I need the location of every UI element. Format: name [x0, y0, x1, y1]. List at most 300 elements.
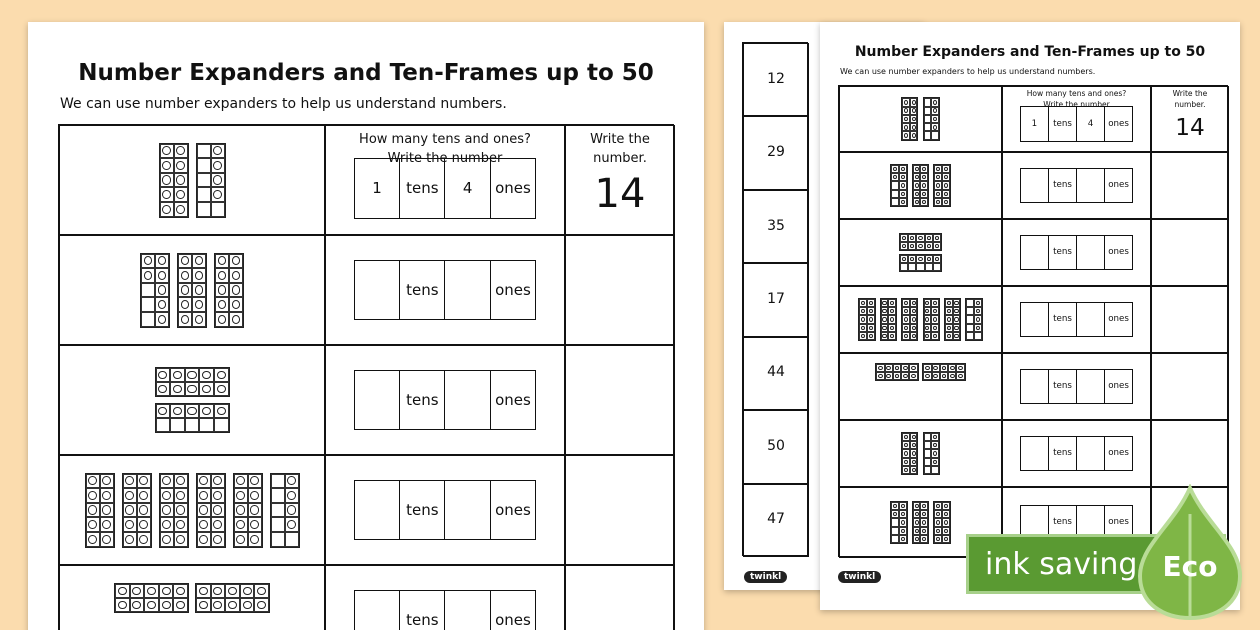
counter-dot — [195, 271, 204, 280]
counter-dot — [918, 236, 923, 240]
counter-dot — [902, 244, 907, 248]
counter-dot — [935, 244, 940, 248]
counter-dot — [912, 326, 916, 331]
write-line-2: number. — [593, 150, 647, 166]
counter-dot — [176, 161, 185, 170]
counter-dot — [901, 192, 905, 197]
ten-frame — [159, 143, 189, 218]
ones-digit-box[interactable] — [444, 371, 489, 430]
counter-dot — [144, 271, 153, 280]
counter-dot — [173, 371, 182, 380]
counter-dot — [936, 175, 940, 180]
counter-dot — [195, 300, 204, 309]
tens-digit-box[interactable] — [1021, 437, 1048, 471]
counter-dot — [217, 407, 226, 416]
counter-dot — [912, 108, 916, 113]
table-cell — [1151, 353, 1229, 420]
page-subtitle: We can use number expanders to help us understand numbers. — [60, 96, 507, 112]
table-cell — [565, 345, 675, 455]
counter-dot — [176, 601, 185, 610]
counter-dot — [199, 476, 208, 485]
counter-dot — [88, 476, 97, 485]
ten-frame — [155, 367, 230, 397]
counter-dot — [125, 535, 134, 544]
counter-dot — [213, 161, 222, 170]
counter-dot — [162, 535, 171, 544]
counter-dot — [213, 601, 222, 610]
counter-dot — [132, 587, 141, 596]
counter-dot — [912, 468, 916, 473]
ten-frame — [875, 363, 919, 380]
counter-dot — [927, 236, 932, 240]
counter-dot — [88, 535, 97, 544]
counter-dot — [958, 366, 963, 370]
counter-dot — [925, 317, 929, 322]
counter-dot — [218, 315, 227, 324]
counter-dot — [901, 167, 905, 172]
counter-dot — [904, 435, 908, 440]
counter-dot — [954, 301, 958, 306]
ones-label: ones — [1104, 169, 1132, 203]
counter-dot — [918, 257, 923, 261]
counter-dot — [181, 300, 190, 309]
counter-dot — [88, 520, 97, 529]
counter-dot — [147, 587, 156, 596]
table-cell — [565, 235, 675, 345]
ten-frame — [912, 501, 929, 545]
counter-dot — [954, 309, 958, 314]
counter-dot — [213, 491, 222, 500]
question-line-2: Write the number — [387, 150, 503, 166]
target-number: 47 — [767, 511, 785, 528]
counter-dot — [158, 300, 167, 309]
counter-dot — [173, 407, 182, 416]
counter-dot — [933, 317, 937, 322]
counter-dot — [218, 300, 227, 309]
counter-dot — [933, 108, 937, 113]
counter-dot — [181, 285, 190, 294]
ones-label: ones — [490, 591, 535, 630]
counter-dot — [88, 505, 97, 514]
ones-digit-box[interactable]: 4 — [444, 159, 489, 218]
counter-dot — [904, 317, 908, 322]
tens-label: tens — [399, 481, 444, 540]
counter-dot — [250, 505, 259, 514]
counter-dot — [904, 443, 908, 448]
tens-ones-answer-box[interactable] — [1020, 168, 1133, 204]
counter-dot — [912, 100, 916, 105]
counter-dot — [904, 108, 908, 113]
tens-label: tens — [1048, 506, 1076, 540]
counter-dot — [195, 315, 204, 324]
ink-saving-label: ink saving — [985, 546, 1138, 582]
ones-digit-box[interactable] — [1076, 437, 1104, 471]
ones-label: ones — [1104, 506, 1132, 540]
counter-dot — [195, 285, 204, 294]
counter-dot — [922, 167, 926, 172]
counter-dot — [925, 334, 929, 339]
counter-dot — [287, 505, 296, 514]
table-cell — [59, 125, 325, 235]
counter-dot — [869, 326, 873, 331]
table-cell — [1151, 286, 1229, 353]
counter-dot — [139, 476, 148, 485]
counter-dot — [139, 491, 148, 500]
counter-dot — [176, 491, 185, 500]
counter-dot — [915, 183, 919, 188]
counter-dot — [933, 301, 937, 306]
counter-dot — [176, 505, 185, 514]
counter-dot — [901, 200, 905, 205]
counter-dot — [162, 505, 171, 514]
counter-dot — [158, 371, 167, 380]
counter-dot — [102, 491, 111, 500]
counter-dot — [936, 183, 940, 188]
tens-ones-answer-box[interactable] — [1020, 235, 1133, 271]
counter-dot — [893, 175, 897, 180]
tens-digit-box[interactable] — [355, 371, 399, 430]
counter-dot — [901, 183, 905, 188]
counter-dot — [947, 317, 951, 322]
counter-dot — [187, 385, 196, 394]
counter-dot — [904, 468, 908, 473]
counter-dot — [232, 256, 241, 265]
question-line-1: How many tens and ones? — [359, 132, 531, 147]
counter-dot — [287, 476, 296, 485]
table-cell — [59, 345, 325, 455]
counter-dot — [936, 200, 940, 205]
counter-dot — [893, 167, 897, 172]
counter-dot — [218, 285, 227, 294]
tens-ones-answer-box[interactable] — [354, 590, 536, 630]
ten-frame — [899, 233, 943, 250]
counter-dot — [944, 167, 948, 172]
ones-label: ones — [490, 261, 535, 320]
counter-dot — [902, 236, 907, 240]
counter-dot — [213, 476, 222, 485]
counter-dot — [125, 476, 134, 485]
counter-dot — [890, 326, 894, 331]
ten-frame — [901, 432, 918, 476]
counter-dot — [139, 535, 148, 544]
counter-dot — [933, 460, 937, 465]
counter-dot — [915, 520, 919, 525]
counter-dot — [861, 317, 865, 322]
ones-digit-box[interactable] — [444, 261, 489, 320]
ten-frame — [901, 298, 918, 342]
counter-dot — [901, 512, 905, 517]
write-number-header — [1151, 89, 1229, 111]
counter-dot — [213, 146, 222, 155]
counter-dot — [954, 317, 958, 322]
counter-dot — [287, 520, 296, 529]
counter-dot — [895, 374, 900, 378]
counter-dot — [232, 271, 241, 280]
counter-dot — [901, 529, 905, 534]
counter-dot — [893, 504, 897, 509]
ten-frame — [196, 143, 226, 218]
target-number: 50 — [767, 437, 785, 454]
counter-dot — [933, 309, 937, 314]
counter-dot — [250, 520, 259, 529]
ones-label: ones — [490, 371, 535, 430]
ten-frame — [912, 164, 929, 208]
counter-dot — [869, 334, 873, 339]
tens-digit-box[interactable]: 1 — [1031, 118, 1038, 129]
counter-dot — [250, 491, 259, 500]
counter-dot — [947, 326, 951, 331]
counter-dot — [176, 520, 185, 529]
table-cell — [565, 455, 675, 565]
counter-dot — [976, 301, 980, 306]
counter-dot — [936, 167, 940, 172]
counter-dot — [890, 317, 894, 322]
target-number: 12 — [767, 70, 785, 87]
twinkl-logo-front: twinkl — [838, 571, 881, 583]
counter-dot — [912, 301, 916, 306]
ten-frame — [155, 403, 230, 433]
counter-dot — [935, 236, 940, 240]
ones-digit-box[interactable]: 4 — [1076, 107, 1104, 141]
write-line-1: Write the — [590, 132, 650, 147]
counter-dot — [162, 146, 171, 155]
tens-ones-answer-box[interactable] — [1020, 436, 1133, 472]
tens-digit-box[interactable] — [1021, 236, 1048, 270]
tens-label: tens — [1048, 370, 1076, 404]
counter-dot — [199, 505, 208, 514]
counter-dot — [933, 326, 937, 331]
page-subtitle-front: We can use number expanders to help us understand numbers. — [840, 67, 1096, 76]
counter-dot — [918, 244, 923, 248]
counter-dot — [936, 192, 940, 197]
counter-dot — [162, 161, 171, 170]
tens-ones-answer-box[interactable] — [1020, 302, 1133, 338]
counter-dot — [912, 117, 916, 122]
tens-digit-box[interactable] — [1021, 169, 1048, 203]
counter-dot — [902, 257, 907, 261]
counter-dot — [922, 537, 926, 542]
tens-label: tens — [399, 261, 444, 320]
ones-digit-box[interactable] — [1076, 370, 1104, 404]
counter-dot — [944, 183, 948, 188]
tens-digit-box[interactable] — [355, 261, 399, 320]
counter-dot — [911, 366, 916, 370]
tens-ones-answer-box[interactable] — [354, 370, 536, 431]
counter-dot — [904, 326, 908, 331]
counter-dot — [890, 334, 894, 339]
tens-label: tens — [399, 371, 444, 430]
ten-frame — [214, 253, 244, 328]
counter-dot — [869, 309, 873, 314]
ten-frame — [923, 432, 940, 476]
tens-label: tens — [1048, 169, 1076, 203]
ten-frame — [270, 473, 300, 548]
counter-dot — [257, 587, 266, 596]
counter-dot — [925, 366, 930, 370]
counter-dot — [912, 317, 916, 322]
counter-dot — [250, 476, 259, 485]
counter-dot — [950, 366, 955, 370]
counter-dot — [199, 491, 208, 500]
table-cell — [1151, 152, 1229, 219]
counter-dot — [925, 326, 929, 331]
counter-dot — [158, 407, 167, 416]
counter-dot — [218, 271, 227, 280]
tens-label: tens — [1048, 437, 1076, 471]
counter-dot — [933, 125, 937, 130]
ten-frame — [233, 473, 263, 548]
counter-dot — [158, 256, 167, 265]
counter-dot — [912, 460, 916, 465]
table-cell — [59, 565, 325, 630]
ones-label: ones — [1104, 370, 1132, 404]
counter-dot — [944, 175, 948, 180]
worksheet-table — [58, 124, 674, 630]
counter-dot — [250, 535, 259, 544]
ten-frame — [933, 501, 950, 545]
ones-digit-box[interactable] — [1076, 303, 1104, 337]
counter-dot — [232, 300, 241, 309]
counter-dot — [911, 374, 916, 378]
counter-dot — [213, 175, 222, 184]
counter-dot — [232, 315, 241, 324]
worksheet-page-main — [28, 22, 704, 630]
counter-dot — [882, 301, 886, 306]
ones-digit-box[interactable] — [1076, 169, 1104, 203]
ones-digit-box[interactable] — [1076, 236, 1104, 270]
counter-dot — [882, 317, 886, 322]
target-number: 29 — [767, 144, 785, 161]
counter-dot — [132, 601, 141, 610]
tens-label: tens — [399, 591, 444, 630]
tens-digit-box[interactable]: 1 — [372, 179, 382, 198]
counter-dot — [903, 366, 908, 370]
counter-dot — [162, 520, 171, 529]
counter-dot — [910, 236, 915, 240]
counter-dot — [176, 146, 185, 155]
counter-dot — [228, 587, 237, 596]
ones-digit-box[interactable] — [444, 481, 489, 540]
counter-dot — [886, 366, 891, 370]
counter-dot — [890, 301, 894, 306]
counter-dot — [944, 504, 948, 509]
counter-dot — [176, 175, 185, 184]
counter-dot — [912, 443, 916, 448]
counter-dot — [243, 601, 252, 610]
counter-dot — [954, 334, 958, 339]
tens-digit-box[interactable] — [355, 591, 399, 630]
tens-ones-answer-box[interactable] — [354, 480, 536, 541]
write-line-2: number. — [1174, 100, 1206, 110]
counter-dot — [187, 407, 196, 416]
counter-dot — [176, 205, 185, 214]
counter-dot — [861, 334, 865, 339]
counter-dot — [176, 476, 185, 485]
counter-dot — [217, 371, 226, 380]
ten-frame — [140, 253, 170, 328]
counter-dot — [144, 256, 153, 265]
counter-dot — [922, 504, 926, 509]
counter-dot — [236, 476, 245, 485]
counter-dot — [228, 601, 237, 610]
ones-label: ones — [1104, 236, 1132, 270]
counter-dot — [861, 326, 865, 331]
counter-dot — [173, 385, 182, 394]
counter-dot — [904, 117, 908, 122]
tens-digit-box[interactable] — [1021, 303, 1048, 337]
counter-dot — [102, 505, 111, 514]
counter-dot — [162, 476, 171, 485]
counter-dot — [976, 309, 980, 314]
write-line-1: Write the — [1172, 89, 1208, 99]
counter-dot — [158, 315, 167, 324]
counter-dot — [922, 529, 926, 534]
page-title: Number Expanders and Ten-Frames up to 50 — [78, 60, 654, 86]
counter-dot — [904, 309, 908, 314]
counter-dot — [901, 520, 905, 525]
counter-dot — [195, 256, 204, 265]
tens-digit-box[interactable] — [1021, 370, 1048, 404]
counter-dot — [162, 190, 171, 199]
counter-dot — [181, 256, 190, 265]
counter-dot — [236, 491, 245, 500]
counter-dot — [162, 587, 171, 596]
counter-dot — [257, 601, 266, 610]
example-number: 14 — [594, 171, 646, 218]
question-line-1: How many tens and ones? — [1026, 89, 1127, 99]
ten-frame — [922, 363, 966, 380]
counter-dot — [912, 451, 916, 456]
ten-frame — [196, 473, 226, 548]
counter-dot — [915, 512, 919, 517]
ones-digit-box[interactable] — [444, 591, 489, 630]
counter-dot — [125, 520, 134, 529]
tens-ones-answer-box[interactable] — [354, 260, 536, 321]
target-number: 44 — [767, 364, 785, 381]
counter-dot — [912, 133, 916, 138]
eco-leaf-icon — [1134, 484, 1246, 622]
counter-dot — [933, 374, 938, 378]
counter-dot — [236, 505, 245, 514]
tens-label: tens — [1048, 236, 1076, 270]
counter-dot — [910, 257, 915, 261]
counter-dot — [947, 334, 951, 339]
counter-dot — [118, 601, 127, 610]
counter-dot — [895, 366, 900, 370]
counter-dot — [922, 200, 926, 205]
ten-frame — [177, 253, 207, 328]
table-cell — [1151, 219, 1229, 286]
counter-dot — [158, 385, 167, 394]
counter-dot — [933, 366, 938, 370]
ten-frame — [890, 164, 907, 208]
counter-dot — [213, 587, 222, 596]
tens-digit-box[interactable] — [355, 481, 399, 540]
counter-dot — [213, 535, 222, 544]
counter-dot — [904, 451, 908, 456]
counter-dot — [213, 505, 222, 514]
counter-dot — [236, 520, 245, 529]
tens-ones-answer-box[interactable] — [1020, 369, 1133, 405]
counter-dot — [912, 334, 916, 339]
page-title-front: Number Expanders and Ten-Frames up to 50 — [854, 44, 1206, 60]
ones-label: ones — [1104, 107, 1132, 141]
counter-dot — [933, 334, 937, 339]
counter-dot — [886, 374, 891, 378]
tens-label: tens — [1048, 303, 1076, 337]
counter-dot — [118, 587, 127, 596]
counter-dot — [925, 374, 930, 378]
